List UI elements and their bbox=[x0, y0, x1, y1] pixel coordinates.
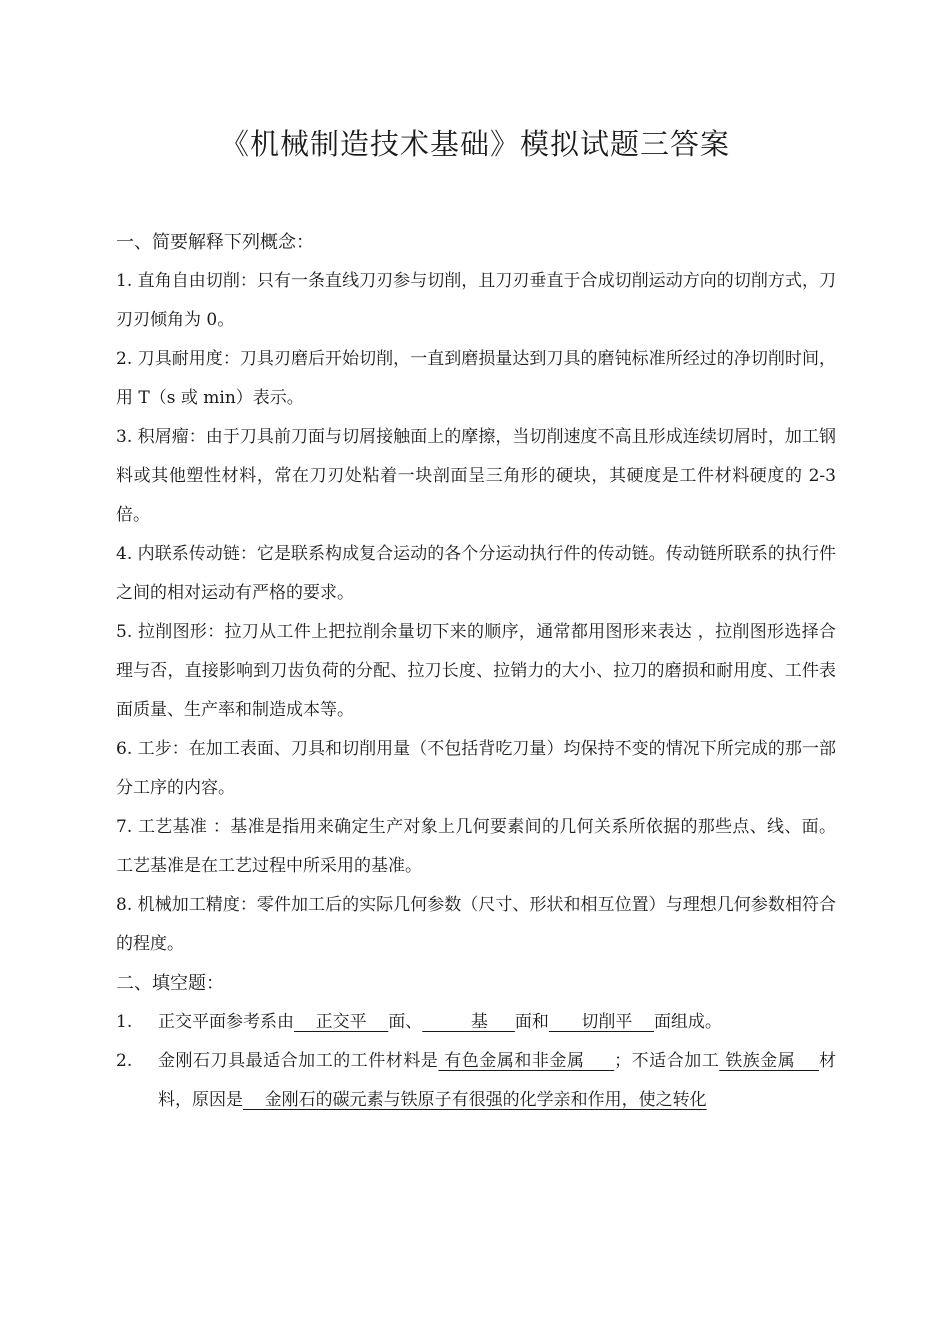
answer-blank: 铁族金属 bbox=[719, 1051, 819, 1071]
fill-question-1 bbox=[116, 1003, 836, 1042]
question-text: ；不适合加工 bbox=[614, 1051, 720, 1071]
concept-item bbox=[116, 808, 836, 886]
concept-item bbox=[116, 340, 836, 418]
concept-term: 1. 直角自由切削： bbox=[116, 271, 257, 291]
answer-blank: 正交平 bbox=[294, 1012, 389, 1032]
concept-term: 8. 机械加工精度： bbox=[116, 895, 257, 915]
question-text: 面和 bbox=[514, 1012, 549, 1032]
answer-blank: 切削平 bbox=[548, 1012, 654, 1032]
question-number: 2. bbox=[116, 1051, 133, 1071]
question-text: 面组成。 bbox=[653, 1012, 722, 1032]
concept-definition: 基准是指用来确定生产对象上几何要素间的几何关系所依据的那些点、线、面。工艺基准是在工艺过程中所采用的基准。 bbox=[116, 817, 837, 876]
question-text: 面、 bbox=[388, 1012, 423, 1032]
concept-item bbox=[116, 535, 836, 613]
concept-definition: 只有一条直线刀刃参与切削，且刀刃垂直于合成切削运动方向的切削方式，刀刃刃倾角为 0。 bbox=[116, 271, 837, 330]
concept-definition: 拉刀从工件上把拉削余量切下来的顺序，通常都用图形来表达 ，拉削图形选择合理与否，直接影响到刀齿负荷的分配、拉刀长度、拉销力的大小、拉刀的磨损和耐用度、工件表面质量、生产率和制造成本等。 bbox=[116, 622, 837, 720]
fill-question-2 bbox=[116, 1042, 836, 1120]
concept-item bbox=[116, 262, 836, 340]
concept-term: 2. 刀具耐用度： bbox=[116, 349, 240, 369]
concept-definition: 刀具刃磨后开始切削，一直到磨损量达到刀具的磨钝标准所经过的净切削时间，用 T（s 或 min）表示。 bbox=[116, 349, 836, 408]
question-text: 金刚石刀具最适合加工的工件材料是 bbox=[158, 1051, 439, 1071]
answer-blank: 有色金属和非金属 bbox=[438, 1051, 615, 1071]
section-heading-concepts: 一、简要解释下列概念： bbox=[116, 232, 314, 253]
document-body bbox=[116, 223, 836, 1120]
concept-definition: 由于刀具前刀面与切屑接触面上的摩擦，当切削速度不高且形成连续切屑时，加工钢料或其他塑性材料，常在刀刃处粘着一块剖面呈三角形的硬块，其硬度是工件材料硬度的 2-3 倍。 bbox=[116, 427, 837, 525]
concept-term: 4. 内联系传动链： bbox=[116, 544, 257, 564]
answer-blank: 基 bbox=[422, 1012, 515, 1032]
question-number: 1. bbox=[116, 1012, 133, 1032]
concept-item bbox=[116, 613, 836, 730]
concept-item bbox=[116, 418, 836, 535]
concept-term: 5. 拉削图形： bbox=[116, 622, 225, 642]
concept-definition: 在加工表面、刀具和切削用量（不包括背吃刀量）均保持不变的情况下所完成的那一部分工序的内容。 bbox=[116, 739, 837, 798]
question-text: 正交平面参考系由 bbox=[158, 1012, 294, 1032]
concept-term: 7. 工艺基准 ： bbox=[116, 817, 231, 837]
concept-term: 3. 积屑瘤： bbox=[116, 427, 206, 447]
concept-term: 6. 工步： bbox=[116, 739, 189, 759]
concept-definition: 零件加工后的实际几何参数（尺寸、形状和相互位置）与理想几何参数相符合的程度。 bbox=[116, 895, 837, 954]
question-text: 材料，原因是 bbox=[158, 1051, 836, 1110]
section-heading-fill-in: 二、填空题： bbox=[116, 973, 224, 994]
concept-item bbox=[116, 886, 836, 964]
concept-definition: 它是联系构成复合运动的各个分运动执行件的传动链。传动链所联系的执行件之间的相对运动有严格的要求。 bbox=[116, 544, 837, 603]
answer-blank: 金刚石的碳元素与铁原子有很强的化学亲和作用，使之转化 bbox=[243, 1090, 707, 1110]
concept-item bbox=[116, 730, 836, 808]
page-title: 《机械制造技术基础》模拟试题三答案 bbox=[219, 127, 730, 161]
